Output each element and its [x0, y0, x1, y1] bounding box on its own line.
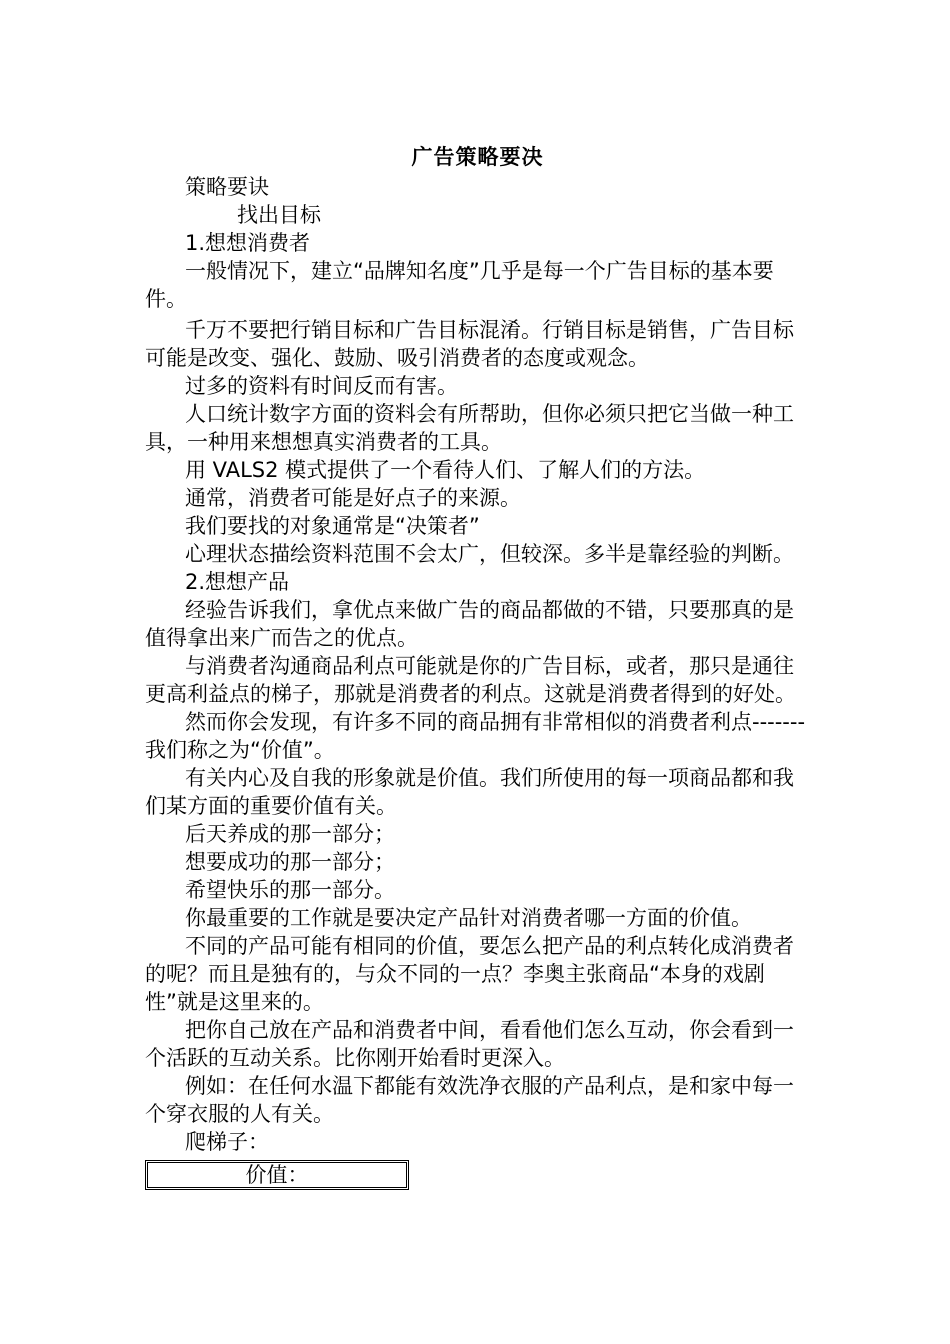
paragraph: 爬梯子： [185, 1130, 269, 1154]
section-consumer: 1.想想消费者 [185, 231, 311, 255]
paragraph: 后天养成的那一部分； [185, 822, 395, 846]
paragraph: 希望快乐的那一部分。 [185, 878, 395, 902]
document-page [145, 143, 810, 1190]
heading-find-target: 找出目标 [237, 203, 321, 227]
paragraph: 然而你会发现，有许多不同的商品拥有非常相似的消费者利点-------我们称之为“价值”。 [145, 710, 806, 762]
document-title: 广告策略要决 [411, 145, 544, 169]
paragraph: 把你自己放在产品和消费者中间，看看他们怎么互动，你会看到一个活跃的互动关系。比你刚开始看时更深入。 [145, 1018, 794, 1070]
paragraph: 人口统计数字方面的资料会有所帮助，但你必须只把它当做一种工具，一种用来想想真实消费者的工具。 [145, 402, 794, 454]
paragraph: 例如：在任何水温下都能有效洗净衣服的产品利点，是和家中每一个穿衣服的人有关。 [145, 1074, 794, 1126]
paragraph: 想要成功的那一部分； [185, 850, 395, 874]
paragraph: 不同的产品可能有相同的价值，要怎么把产品的利点转化成消费者的呢？而且是独有的，与众不同的一点？李奥主张商品“本身的戏剧性”就是这里来的。 [145, 934, 794, 1014]
value-ladder-box: 价值： [145, 1160, 409, 1190]
paragraph: 你最重要的工作就是要决定产品针对消费者哪一方面的价值。 [185, 906, 752, 930]
paragraph: 用 VALS2 模式提供了一个看待人们、了解人们的方法。 [185, 458, 706, 482]
paragraph: 与消费者沟通商品利点可能就是你的广告目标，或者，那只是通往更高利益点的梯子，那就是消费者的利点。这就是消费者得到的好处。 [145, 654, 796, 706]
heading-strategy: 策略要诀 [185, 175, 269, 199]
paragraph: 我们要找的对象通常是“决策者” [185, 514, 480, 538]
paragraph: 过多的资料有时间反而有害。 [185, 374, 458, 398]
paragraph: 通常，消费者可能是好点子的来源。 [185, 486, 521, 510]
paragraph: 心理状态描绘资料范围不会太广，但较深。多半是靠经验的判断。 [185, 542, 794, 566]
section-product: 2.想想产品 [185, 570, 290, 594]
paragraph: 一般情况下，建立“品牌知名度”几乎是每一个广告目标的基本要件。 [145, 259, 774, 311]
paragraph: 经验告诉我们，拿优点来做广告的商品都做的不错，只要那真的是值得拿出来广而告之的优点。 [145, 598, 794, 650]
paragraph: 千万不要把行销目标和广告目标混淆。行销目标是销售，广告目标可能是改变、强化、鼓励、吸引消费者的态度或观念。 [145, 318, 794, 370]
paragraph: 有关内心及自我的形象就是价值。我们所使用的每一项商品都和我们某方面的重要价值有关。 [145, 766, 794, 818]
